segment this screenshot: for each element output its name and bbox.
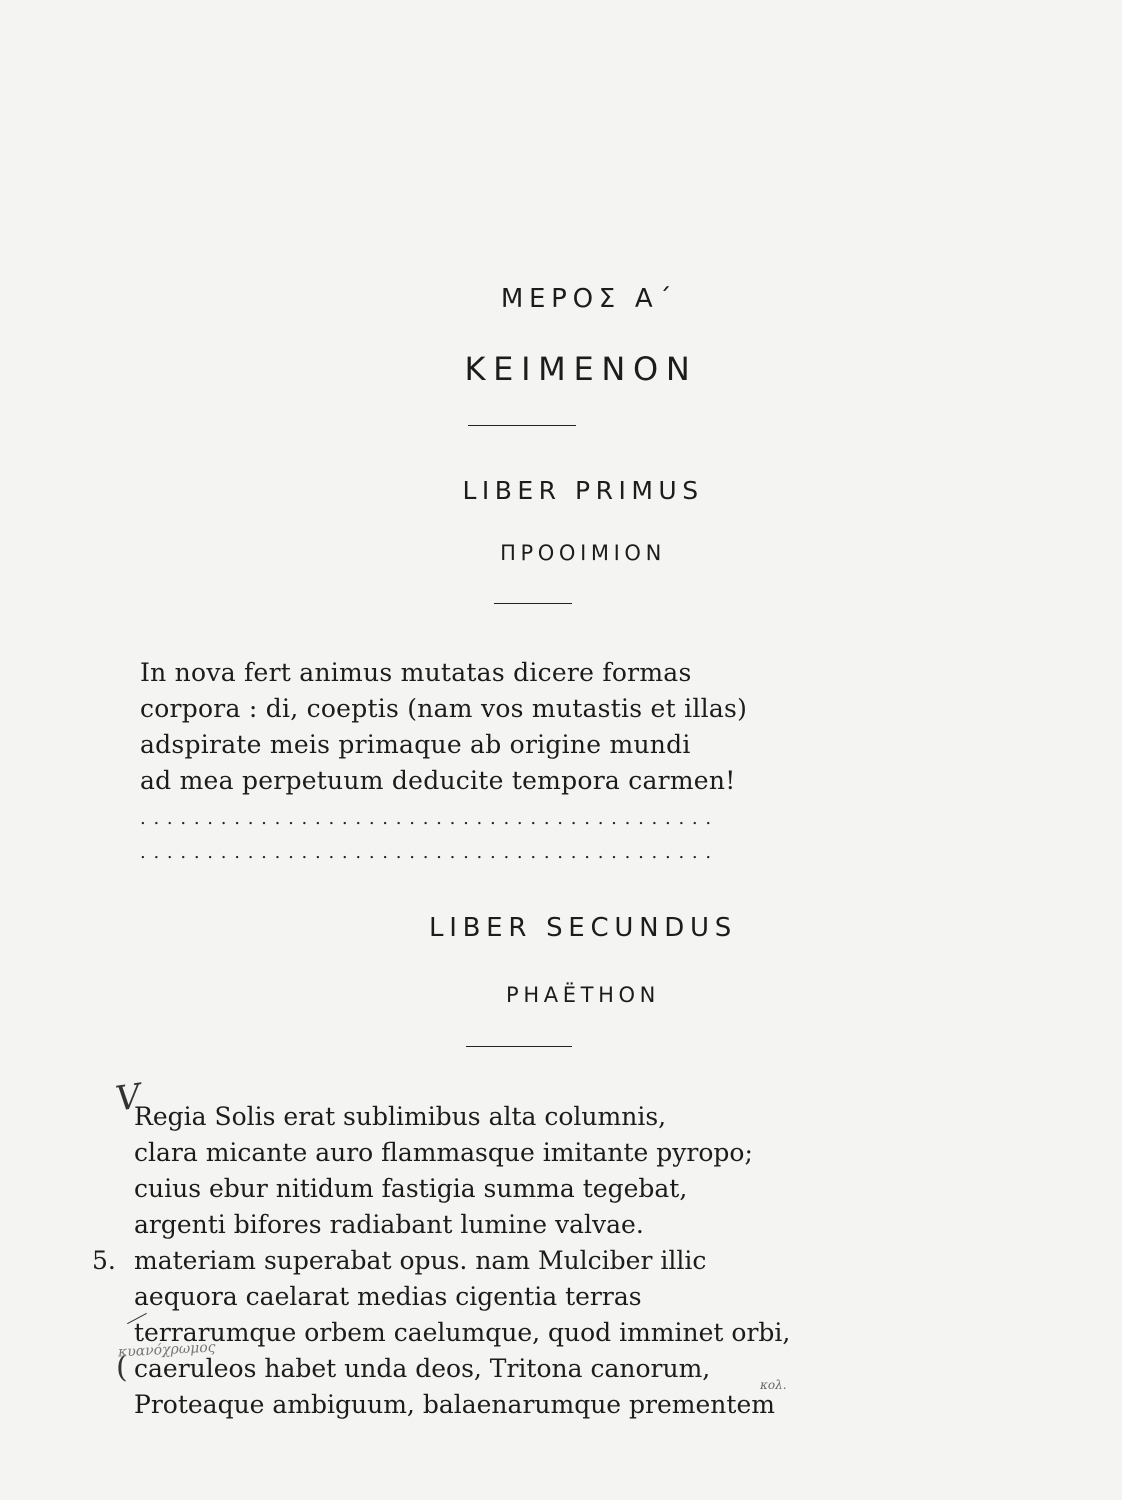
verse-line: Proteaque ambiguum, balaenarumque prementem (134, 1390, 775, 1419)
text-heading: ΚΕΙΜΕΝΟΝ (464, 350, 698, 388)
ellipsis-row: ........................................... (140, 808, 719, 829)
margin-check-mark: V (113, 1076, 144, 1120)
book-one-heading: LIBER PRIMUS (462, 476, 704, 505)
part-heading: ΜΕΡΟΣ Α΄ (500, 284, 678, 314)
verse-line: In nova fert animus mutatas dicere formas (140, 658, 692, 687)
book-two-heading: LIBER SECUNDUS (429, 913, 737, 943)
verse-line: adspirate meis primaque ab origine mundi (140, 730, 691, 759)
verse-line: Regia Solis erat sublimibus alta columnis, (134, 1102, 667, 1131)
verse-line: caeruleos habet unda deos, Tritona canorum, (134, 1354, 711, 1383)
handwritten-gloss: κυανόχρωμος (117, 1339, 216, 1361)
prooemium-verses (140, 655, 747, 799)
verse-line-numbered (92, 1243, 790, 1279)
phaethon-heading: PHAËTHON (506, 983, 660, 1007)
line-number: 5. (92, 1246, 116, 1275)
divider (466, 1046, 572, 1047)
verse-line-text: materiam superabat opus. nam Mulciber illic (134, 1246, 707, 1275)
verse-line: terrarumque orbem caelumque, quod imminet orbi, (134, 1318, 791, 1347)
verse-line: cuius ebur nitidum fastigia summa tegebat, (134, 1174, 688, 1203)
ellipsis-row: ........................................... (140, 842, 719, 863)
verse-line: argenti bifores radiabant lumine valvae. (134, 1210, 644, 1239)
pencil-bracket: ( (116, 1350, 128, 1385)
verse-line: ad mea perpetuum deducite tempora carmen! (140, 766, 736, 795)
prooemium-heading: ΠΡΟΟΙΜΙΟΝ (500, 541, 666, 565)
verse-line: clara micante auro flammasque imitante pyropo; (134, 1138, 753, 1167)
phaethon-verses (92, 1099, 791, 1423)
verse-line: corpora : di, coeptis (nam vos mutastis et illas) (140, 694, 748, 723)
divider (494, 603, 572, 604)
divider (468, 425, 576, 426)
verse-line: aequora caelarat medias cigentia terras (134, 1282, 642, 1311)
handwritten-note: κολ. (760, 1378, 787, 1392)
